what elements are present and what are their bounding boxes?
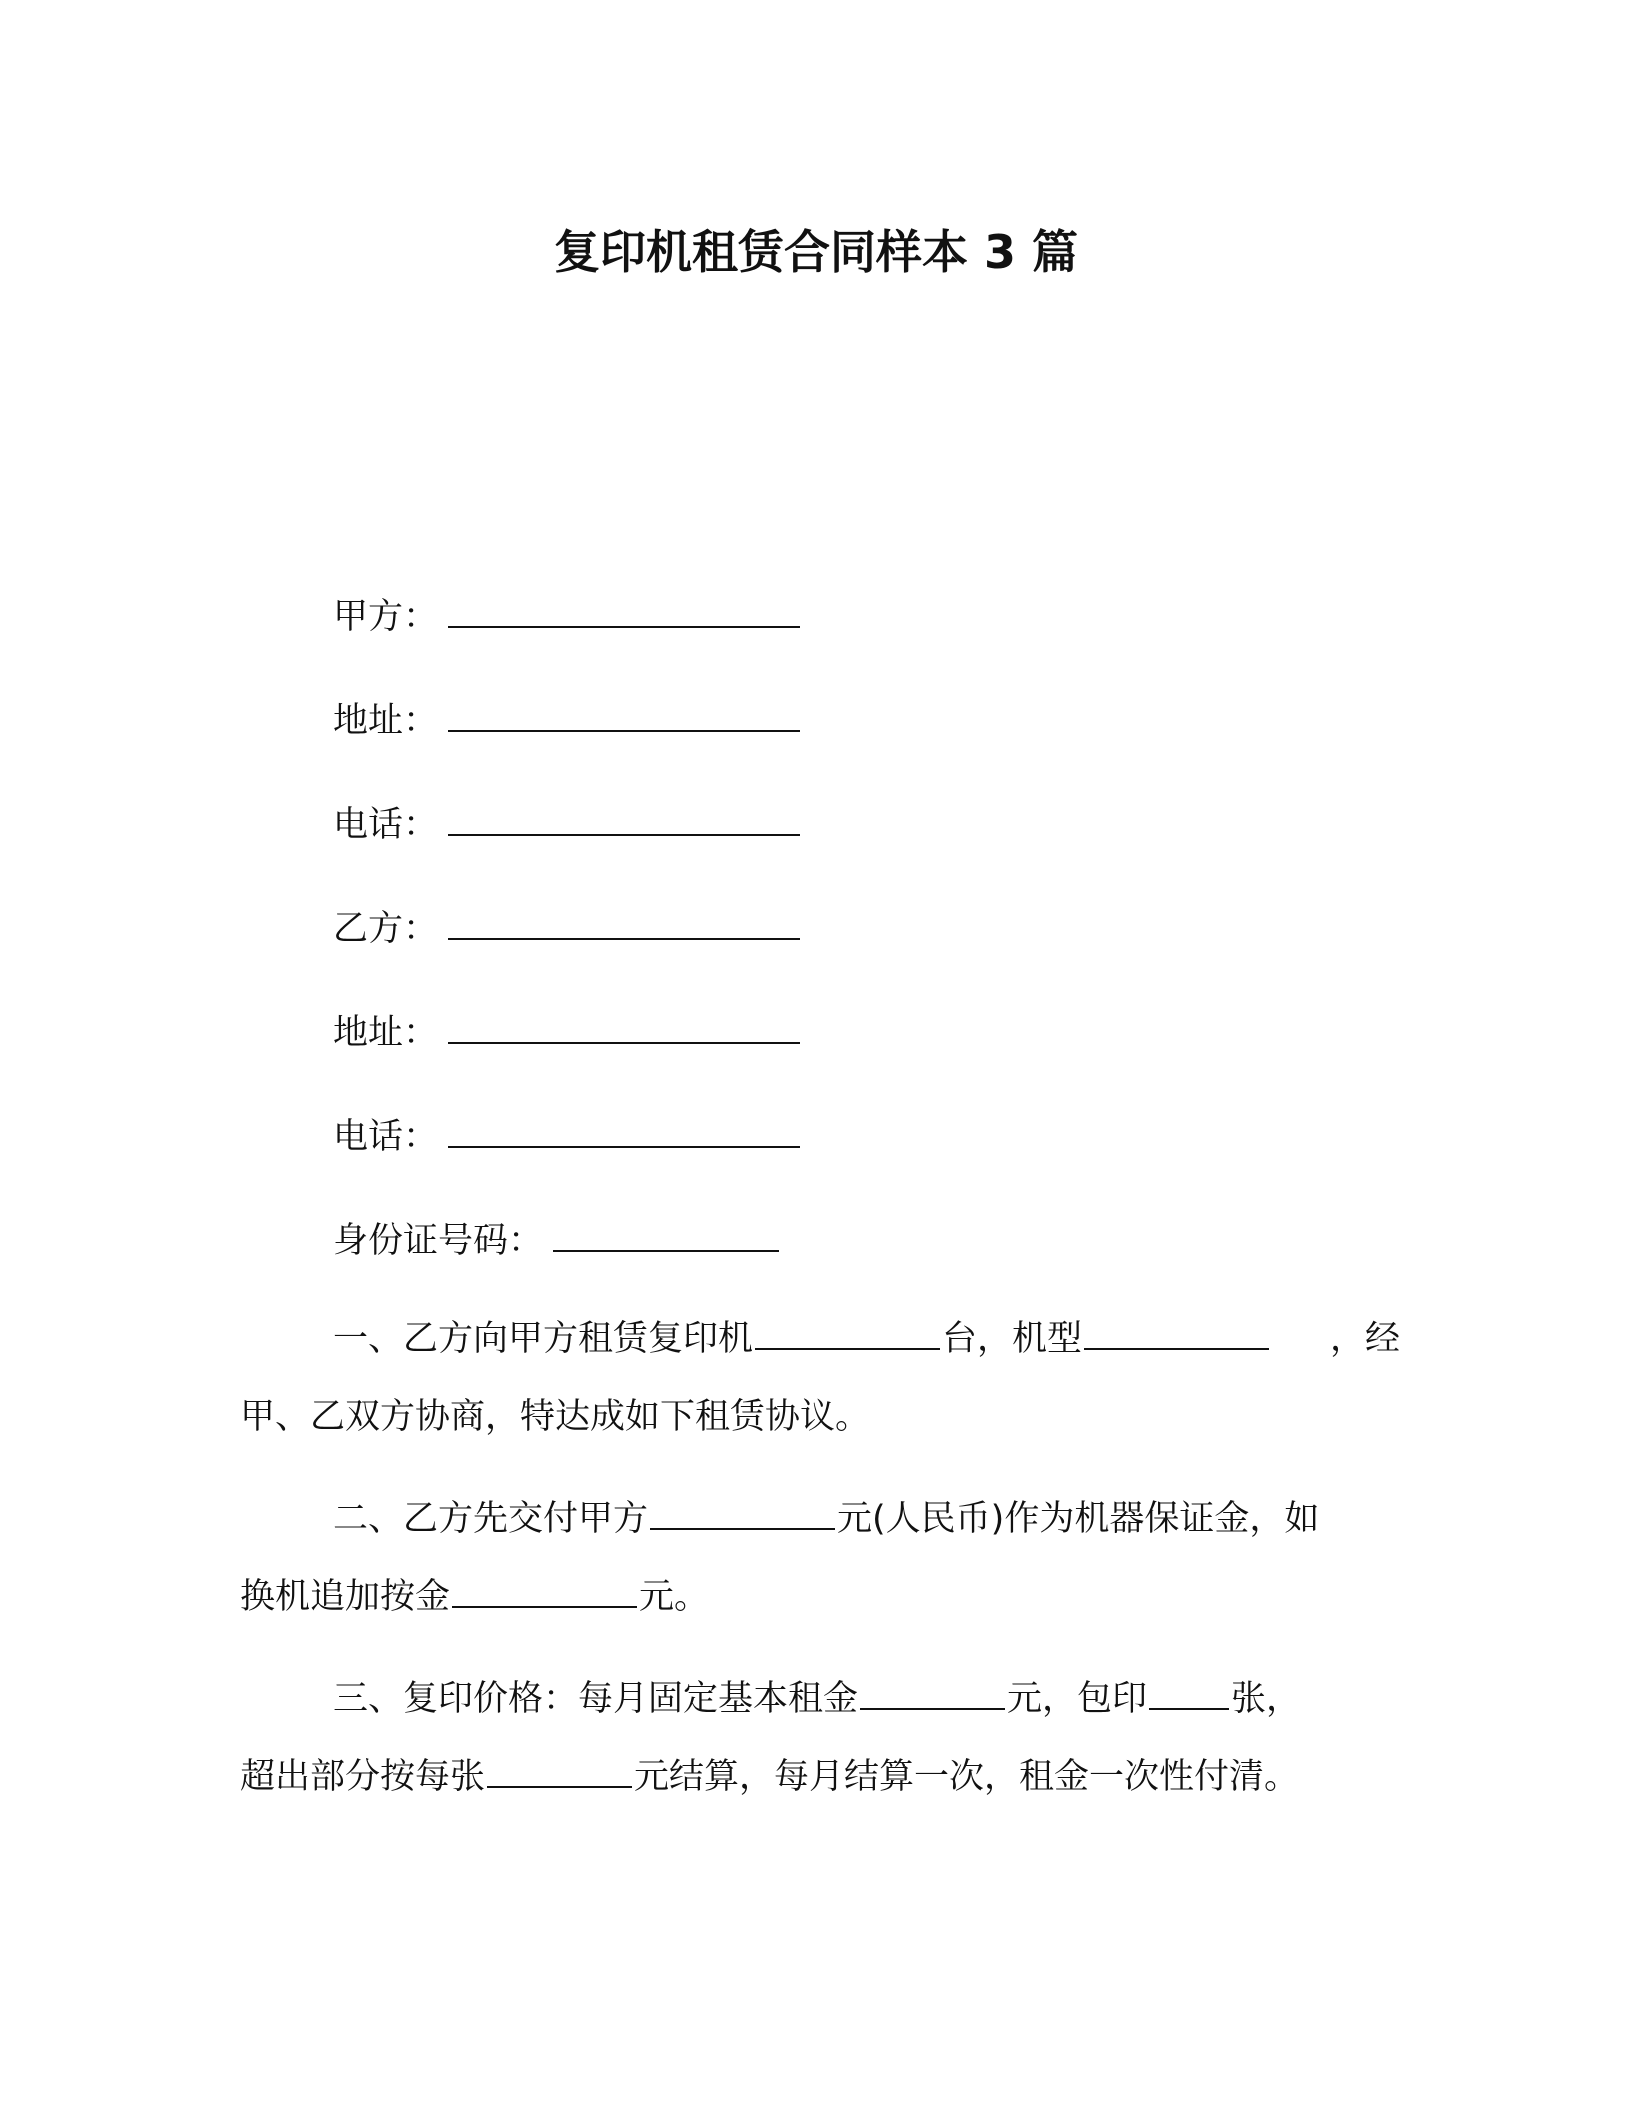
party-b-phone-blank [448, 1116, 800, 1148]
clause-2-extra-deposit-blank [452, 1580, 637, 1608]
clause-1-text-c: ，经 [1329, 1319, 1400, 1359]
party-a-name-blank [448, 596, 800, 628]
clause-3-text-d: 超出部分按每张 [240, 1757, 486, 1797]
id-number-blank [553, 1220, 779, 1252]
party-a-phone-label: 电话： [333, 805, 439, 845]
party-a-phone-blank [448, 804, 800, 836]
clause-3-per-sheet-blank [487, 1760, 632, 1788]
party-b-phone-label: 电话： [333, 1117, 439, 1157]
clause-3-text-e: 元结算，每月结算一次，租金一次性付清。 [634, 1757, 1300, 1797]
clause-1-text-b: 台，机型 [942, 1319, 1083, 1359]
party-b-name-blank [448, 908, 800, 940]
clause-3-line-1 [240, 1660, 1400, 1738]
clause-1 [240, 1300, 1400, 1456]
party-a-label: 甲方： [333, 597, 439, 637]
id-number-label: 身份证号码： [333, 1221, 544, 1261]
clause-3-text-b: 元，包印 [1007, 1679, 1148, 1719]
clause-1-model-blank [1084, 1322, 1269, 1350]
clause-1-line-2: 甲、乙双方协商，特达成如下租赁协议。 [240, 1397, 871, 1437]
clause-2-text-c: 换机追加按金 [240, 1577, 451, 1617]
clause-2 [240, 1480, 1400, 1636]
party-b-name-field [333, 904, 800, 954]
party-a-phone-field [333, 800, 800, 850]
party-a-address-blank [448, 700, 800, 732]
clause-2-text-b: 元(人民币)作为机器保证金，如 [837, 1499, 1320, 1539]
clause-3-line-2 [240, 1738, 1400, 1816]
party-b-address-label: 地址： [333, 1013, 439, 1053]
document-title: 复印机租赁合同样本 3 篇 [553, 225, 1079, 279]
clause-3-text-a: 三、复印价格：每月固定基本租金 [333, 1679, 859, 1719]
clause-2-line-2 [240, 1558, 1400, 1636]
party-b-address-field [333, 1008, 800, 1058]
party-b-address-blank [448, 1012, 800, 1044]
id-number-field [333, 1216, 779, 1266]
clause-3-sheets-blank [1149, 1682, 1229, 1710]
clause-3-text-c: 张， [1231, 1679, 1302, 1719]
clause-1-quantity-blank [755, 1322, 940, 1350]
party-b-label: 乙方： [333, 909, 439, 949]
clause-3 [240, 1660, 1400, 1816]
clause-1-text-a: 一、乙方向甲方租赁复印机 [333, 1319, 754, 1359]
clause-2-line-1 [240, 1480, 1400, 1558]
clause-3-rent-blank [860, 1682, 1005, 1710]
clause-2-deposit-blank [650, 1502, 835, 1530]
clause-2-text-a: 二、乙方先交付甲方 [333, 1499, 649, 1539]
party-b-phone-field [333, 1112, 800, 1162]
party-a-name-field [333, 592, 800, 642]
party-a-address-field [333, 696, 800, 746]
clause-2-text-d: 元。 [639, 1577, 710, 1617]
clause-1-line-1 [240, 1300, 1400, 1378]
party-a-address-label: 地址： [333, 701, 439, 741]
